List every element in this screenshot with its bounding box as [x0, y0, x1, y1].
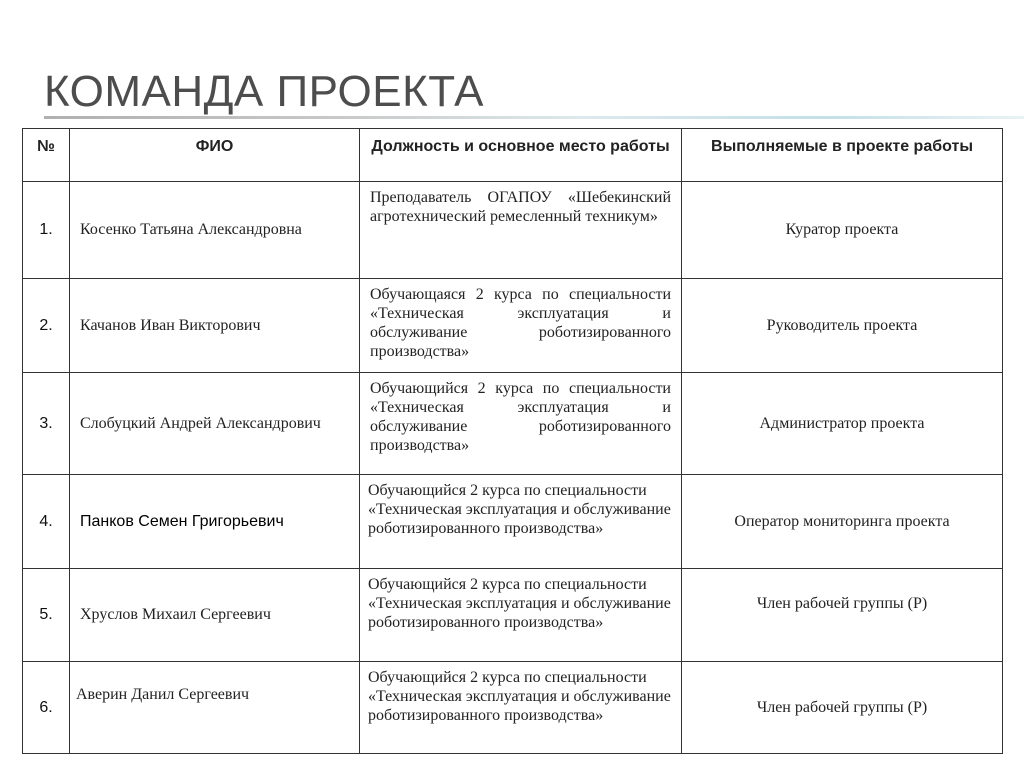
row-role: Член рабочей группы (Р) [682, 569, 1003, 662]
row-num: 1. [23, 182, 70, 279]
table-row [23, 662, 1003, 754]
table-row [23, 569, 1003, 662]
row-role: Администратор проекта [682, 373, 1003, 475]
row-position: Обучающийся 2 курса по специальности «Техническая эксплуатация и обслуживание роботизированного производства» [360, 569, 682, 662]
row-role: Руководитель проекта [682, 279, 1003, 373]
row-role: Оператор мониторинга проекта [682, 475, 1003, 569]
row-fio: Аверин Данил Сергеевич [70, 662, 360, 754]
table-row [23, 475, 1003, 569]
row-role: Член рабочей группы (Р) [682, 662, 1003, 754]
row-fio: Слобуцкий Андрей Александрович [70, 373, 360, 475]
table-row [23, 279, 1003, 373]
row-num: 4. [23, 475, 70, 569]
table-row [23, 373, 1003, 475]
row-position: Обучающийся 2 курса по специальности «Техническая эксплуатация и обслуживание роботизированного производства» [360, 475, 682, 569]
row-num: 6. [23, 662, 70, 754]
row-position: Обучающаяся 2 курса по специальности «Техническая эксплуатация и обслуживание роботизированного производства» [360, 279, 682, 373]
table-header-row [23, 129, 1003, 182]
row-num: 3. [23, 373, 70, 475]
row-fio: Качанов Иван Викторович [70, 279, 360, 373]
project-team-table [22, 128, 1003, 754]
table-row [23, 182, 1003, 279]
row-fio: Косенко Татьяна Александровна [70, 182, 360, 279]
header-fio: ФИО [70, 129, 360, 182]
row-fio: Хруслов Михаил Сергеевич [70, 569, 360, 662]
row-position: Обучающийся 2 курса по специальности «Техническая эксплуатация и обслуживание роботизированного производства» [360, 662, 682, 754]
header-position: Должность и основное место работы [360, 129, 682, 182]
row-role: Куратор проекта [682, 182, 1003, 279]
row-num: 2. [23, 279, 70, 373]
row-fio: Панков Семен Григорьевич [70, 475, 360, 569]
page-title: КОМАНДА ПРОЕКТА [44, 67, 484, 116]
title-underline [44, 116, 1024, 119]
row-position: Обучающийся 2 курса по специальности «Техническая эксплуатация и обслуживание роботизированного производства» [360, 373, 682, 475]
row-position: Преподаватель ОГАПОУ «Шебекинский агротехнический ремесленный техникум» [360, 182, 682, 279]
header-num: № [23, 129, 70, 182]
header-role: Выполняемые в проекте работы [682, 129, 1003, 182]
row-num: 5. [23, 569, 70, 662]
